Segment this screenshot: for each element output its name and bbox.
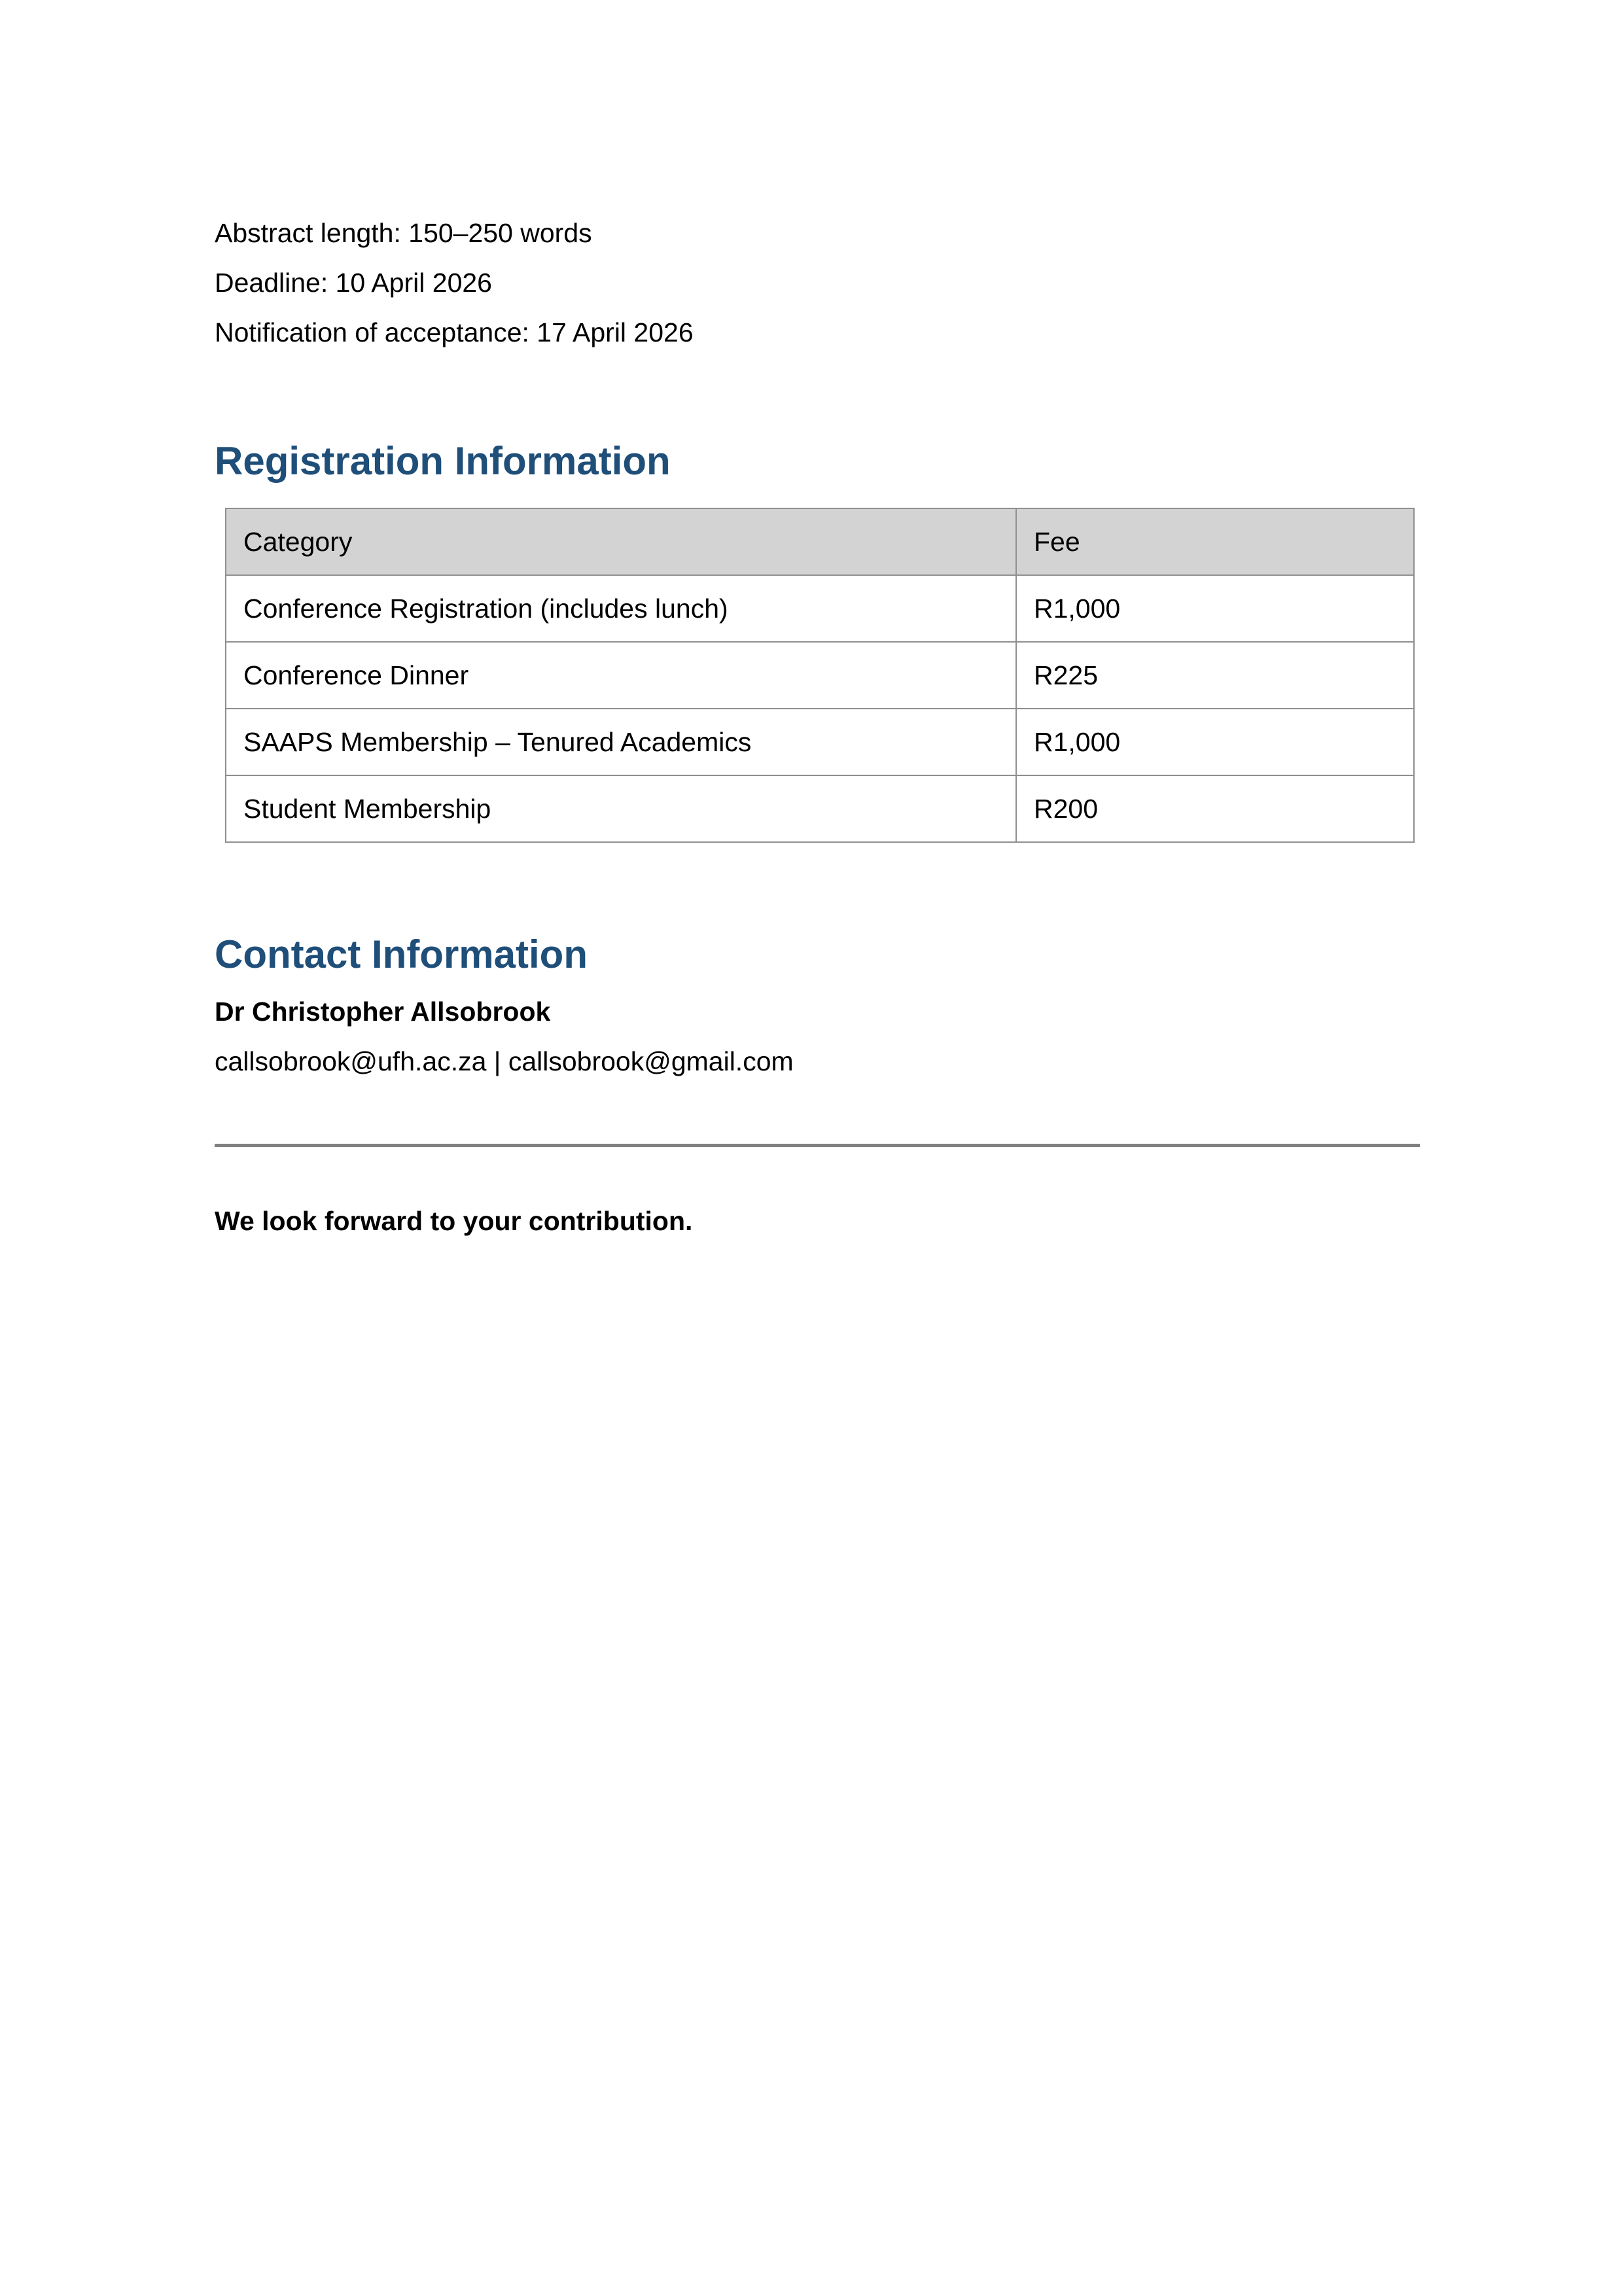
fee-cell: R1,000 (1016, 575, 1414, 642)
deadline: Deadline: 10 April 2026 (215, 268, 492, 298)
table-row (226, 575, 1414, 642)
table-row (226, 642, 1414, 709)
contact-emails: callsobrook@ufh.ac.za | callsobrook@gmail.com (215, 1046, 794, 1076)
category-cell: SAAPS Membership – Tenured Academics (226, 709, 1016, 775)
closing-statement: We look forward to your contribution. (215, 1206, 693, 1236)
registration-fee-table (225, 508, 1415, 843)
contact-name: Dr Christopher Allsobrook (215, 997, 551, 1027)
abstract-length: Abstract length: 150–250 words (215, 218, 592, 248)
fee-cell: R1,000 (1016, 709, 1414, 775)
table-row (226, 709, 1414, 775)
section-divider (215, 1144, 1420, 1147)
column-header-fee: Fee (1016, 508, 1414, 575)
table-header-row (226, 508, 1414, 575)
table-row (226, 775, 1414, 842)
notification-date: Notification of acceptance: 17 April 2026 (215, 317, 694, 347)
fee-cell: R200 (1016, 775, 1414, 842)
category-cell: Conference Registration (includes lunch) (226, 575, 1016, 642)
contact-heading: Contact Information (215, 932, 588, 976)
column-header-category: Category (226, 508, 1016, 575)
registration-heading: Registration Information (215, 439, 671, 483)
category-cell: Conference Dinner (226, 642, 1016, 709)
abstract-details (215, 208, 1458, 357)
category-cell: Student Membership (226, 775, 1016, 842)
fee-cell: R225 (1016, 642, 1414, 709)
